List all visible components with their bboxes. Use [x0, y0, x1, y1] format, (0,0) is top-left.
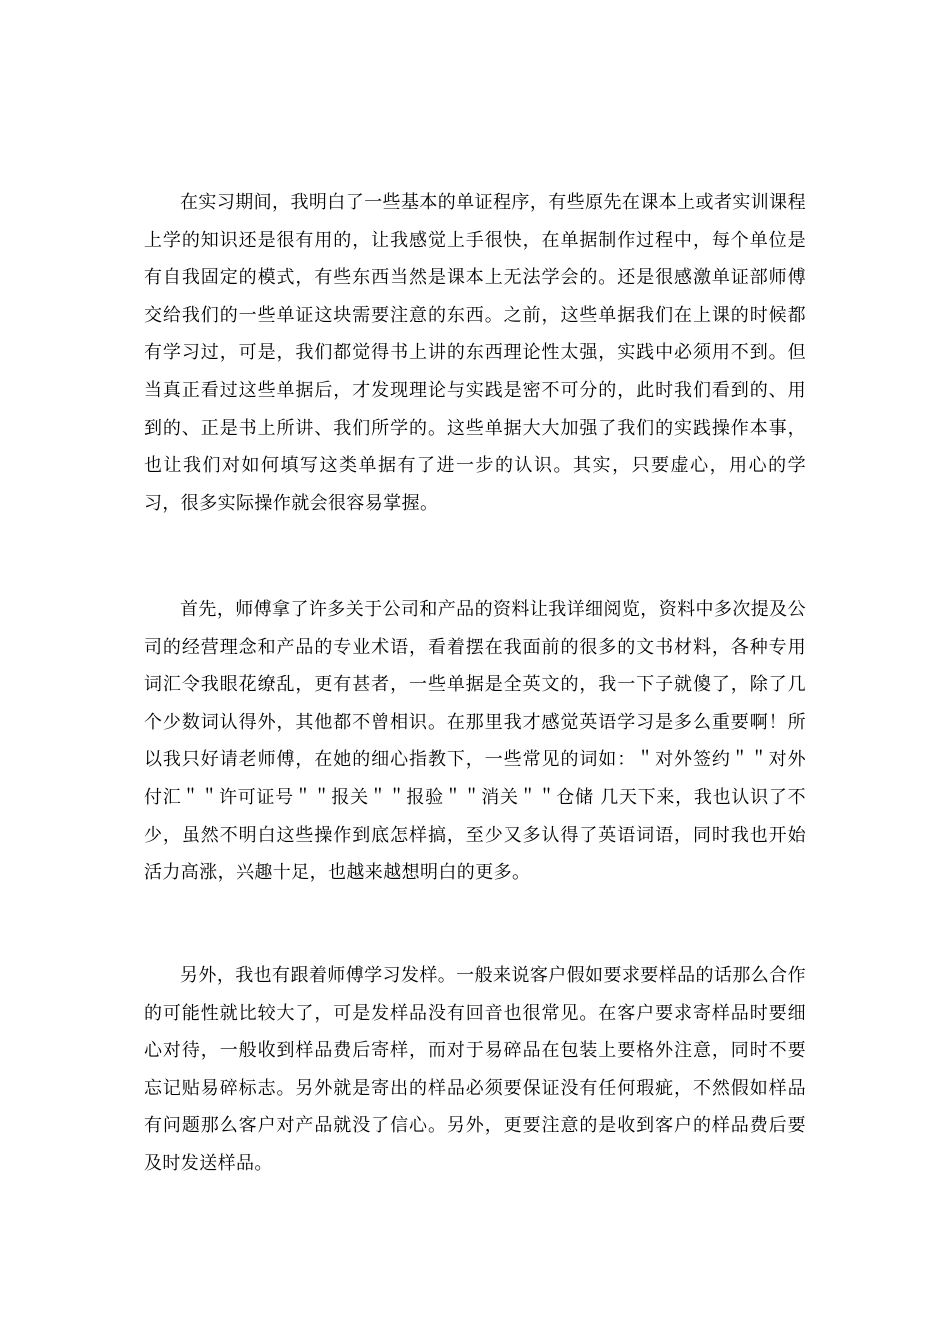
paragraph-internship-documents: 在实习期间，我明白了一些基本的单证程序，有些原先在课本上或者实训课程上学的知识还是很有用的，让我感觉上手很快，在单据制作过程中，每个单位是有自我固定的模式，有些东西当然是课本上无法学会的。还是很感激单证部师傅交给我们的一些单证这块需要注意的东西。之前，这些单据我们在上课的时候都有学习过，可是，我们都觉得书上讲的东西理论性太强，实践中必须用不到。但当真正看过这些单据后，才发现理论与实践是密不可分的，此时我们看到的、用到的、正是书上所讲、我们所学的。这些单据大大加强了我们的实践操作本事，也让我们对如何填写这类单据有了进一步的认识。其实，只要虚心，用心的学习，很多实际操作就会很容易掌握。 [144, 192, 806, 514]
paragraph-sending-samples: 另外，我也有跟着师傅学习发样。一般来说客户假如要求要样品的话那么合作的可能性就比较大了，可是发样品没有回音也很常见。在客户要求寄样品时要细心对待，一般收到样品费后寄样，而对于易碎品在包装上要格外注意，同时不要忘记贴易碎标志。另外就是寄出的样品必须要保证没有任何瑕疵，不然假如样品有问题那么客户对产品就没了信心。另外，更要注意的是收到客户的样品费后要及时发送样品。 [144, 965, 806, 1174]
paragraph-learning-terminology: 首先，师傅拿了许多关于公司和产品的资料让我详细阅览，资料中多次提及公司的经营理念和产品的专业术语，看着摆在我面前的很多的文书材料，各种专用词汇令我眼花缭乱，更有甚者，一些单据是全英文的，我一下子就傻了，除了几个少数词认得外，其他都不曾相识。在那里我才感觉英语学习是多么重要啊！所以我只好请老师傅，在她的细心指教下，一些常见的词如：＂对外签约＂＂对外付汇＂＂许可证号＂＂报关＂＂报验＂＂消关＂＂仓储 几天下来，我也认识了不少，虽然不明白这些操作到底怎样搞，至少又多认得了英语词语，同时我也开始活力高涨，兴趣十足，也越来越想明白的更多。 [144, 599, 806, 884]
